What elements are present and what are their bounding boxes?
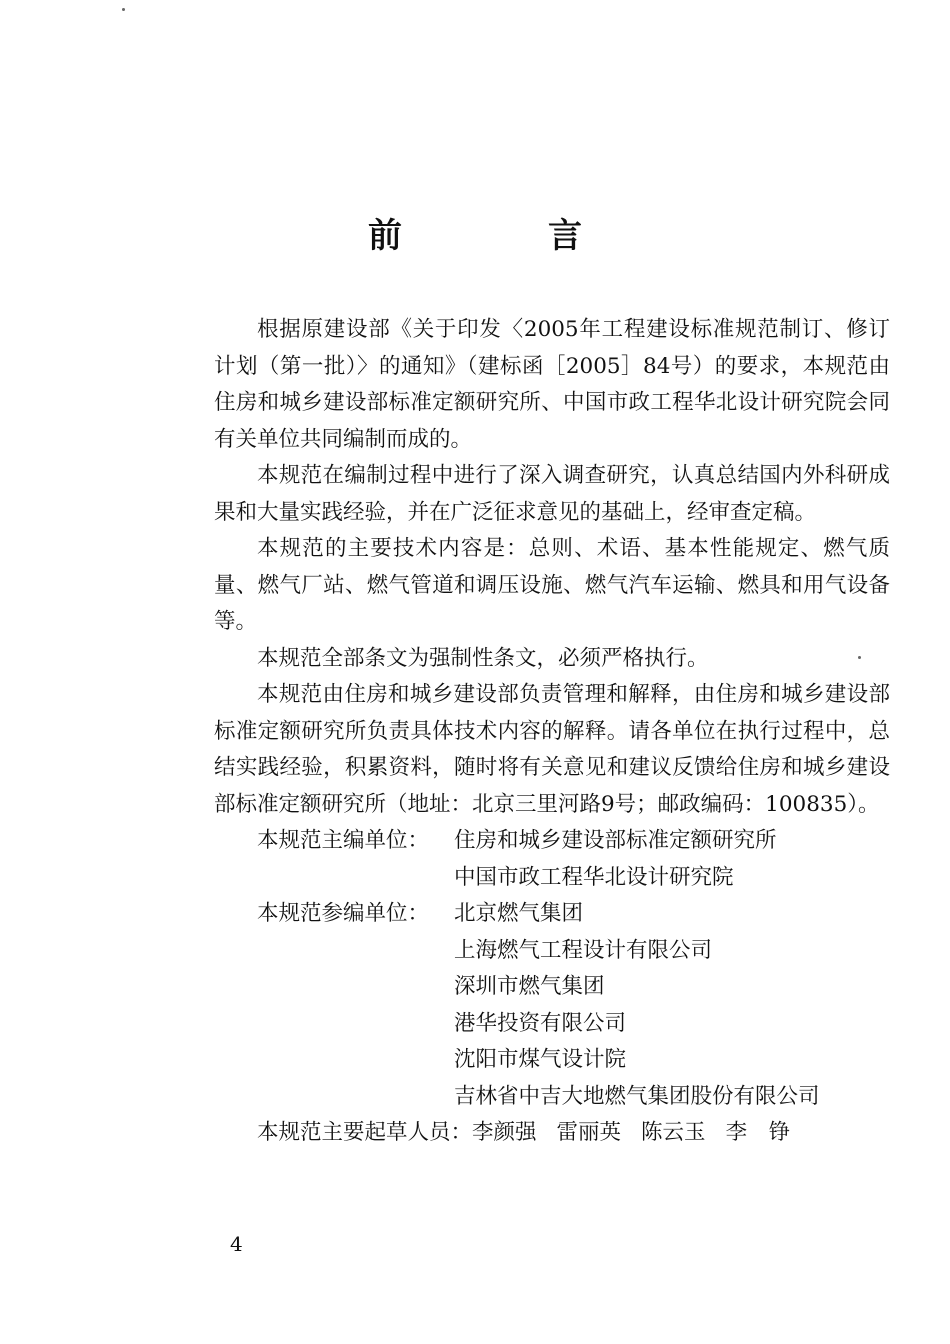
chief-units-list <box>454 823 777 896</box>
chief-units-label: 本规范主编单位： <box>257 828 430 853</box>
participating-unit-item: 吉林省中吉大地燃气集团股份有限公司 <box>454 1083 820 1109</box>
participating-unit-item: 北京燃气集团 <box>454 901 584 926</box>
drafters-line <box>214 1115 890 1152</box>
paragraph: 根据原建设部《关于印发〈2005年工程建设标准规范制订、修订计划（第一批）〉的通知》（建标函［2005］84号）的要求，本规范由住房和城乡建设部标准定额研究所、中国市政工程华北设计研究院会同有关单位共同编制而成的。 <box>214 317 890 452</box>
participating-unit-item: 上海燃气工程设计有限公司 <box>454 937 713 963</box>
paragraph: 本规范的主要技术内容是：总则、术语、基本性能规定、燃气质量、燃气厂站、燃气管道和调压设施、燃气汽车运输、燃具和用气设备等。 <box>214 536 890 634</box>
participating-units-label: 本规范参编单位： <box>257 901 430 926</box>
drafter-name: 陈云玉 <box>641 1120 706 1145</box>
drafters-label: 本规范主要起草人员： <box>257 1120 473 1145</box>
participating-units-list <box>454 896 820 1115</box>
paragraph: 本规范全部条文为强制性条文，必须严格执行。 <box>257 645 709 671</box>
preface-body <box>214 312 890 1152</box>
participating-unit-item: 沈阳市煤气设计院 <box>454 1047 627 1072</box>
chief-units-block <box>214 823 890 896</box>
drafter-names <box>472 1120 810 1145</box>
chief-unit-item: 住房和城乡建设部标准定额研究所 <box>454 828 777 853</box>
participating-unit-item: 港华投资有限公司 <box>454 1010 627 1036</box>
drafter-name: 雷丽英 <box>556 1120 622 1145</box>
drafter-name: 李颜强 <box>472 1120 537 1145</box>
scan-speck <box>122 8 125 11</box>
page-number: 4 <box>230 1232 243 1256</box>
participating-units-block <box>214 896 890 1115</box>
page-title: 前 言 <box>368 216 638 256</box>
paragraph: 本规范在编制过程中进行了深入调查研究，认真总结国内外科研成果和大量实践经验，并在广泛征求意见的基础上，经审查定稿。 <box>214 463 890 525</box>
participating-unit-item: 深圳市燃气集团 <box>454 974 605 999</box>
chief-unit-item: 中国市政工程华北设计研究院 <box>454 864 734 890</box>
drafter-name: 李 铮 <box>725 1120 791 1145</box>
paragraph: 本规范由住房和城乡建设部负责管理和解释，由住房和城乡建设部标准定额研究所负责具体技术内容的解释。请各单位在执行过程中，总结实践经验，积累资料，随时将有关意见和建议反馈给住房和城乡建设部标准定额研究所（地址：北京三里河路9号；邮政编码：100835）。 <box>214 682 890 817</box>
